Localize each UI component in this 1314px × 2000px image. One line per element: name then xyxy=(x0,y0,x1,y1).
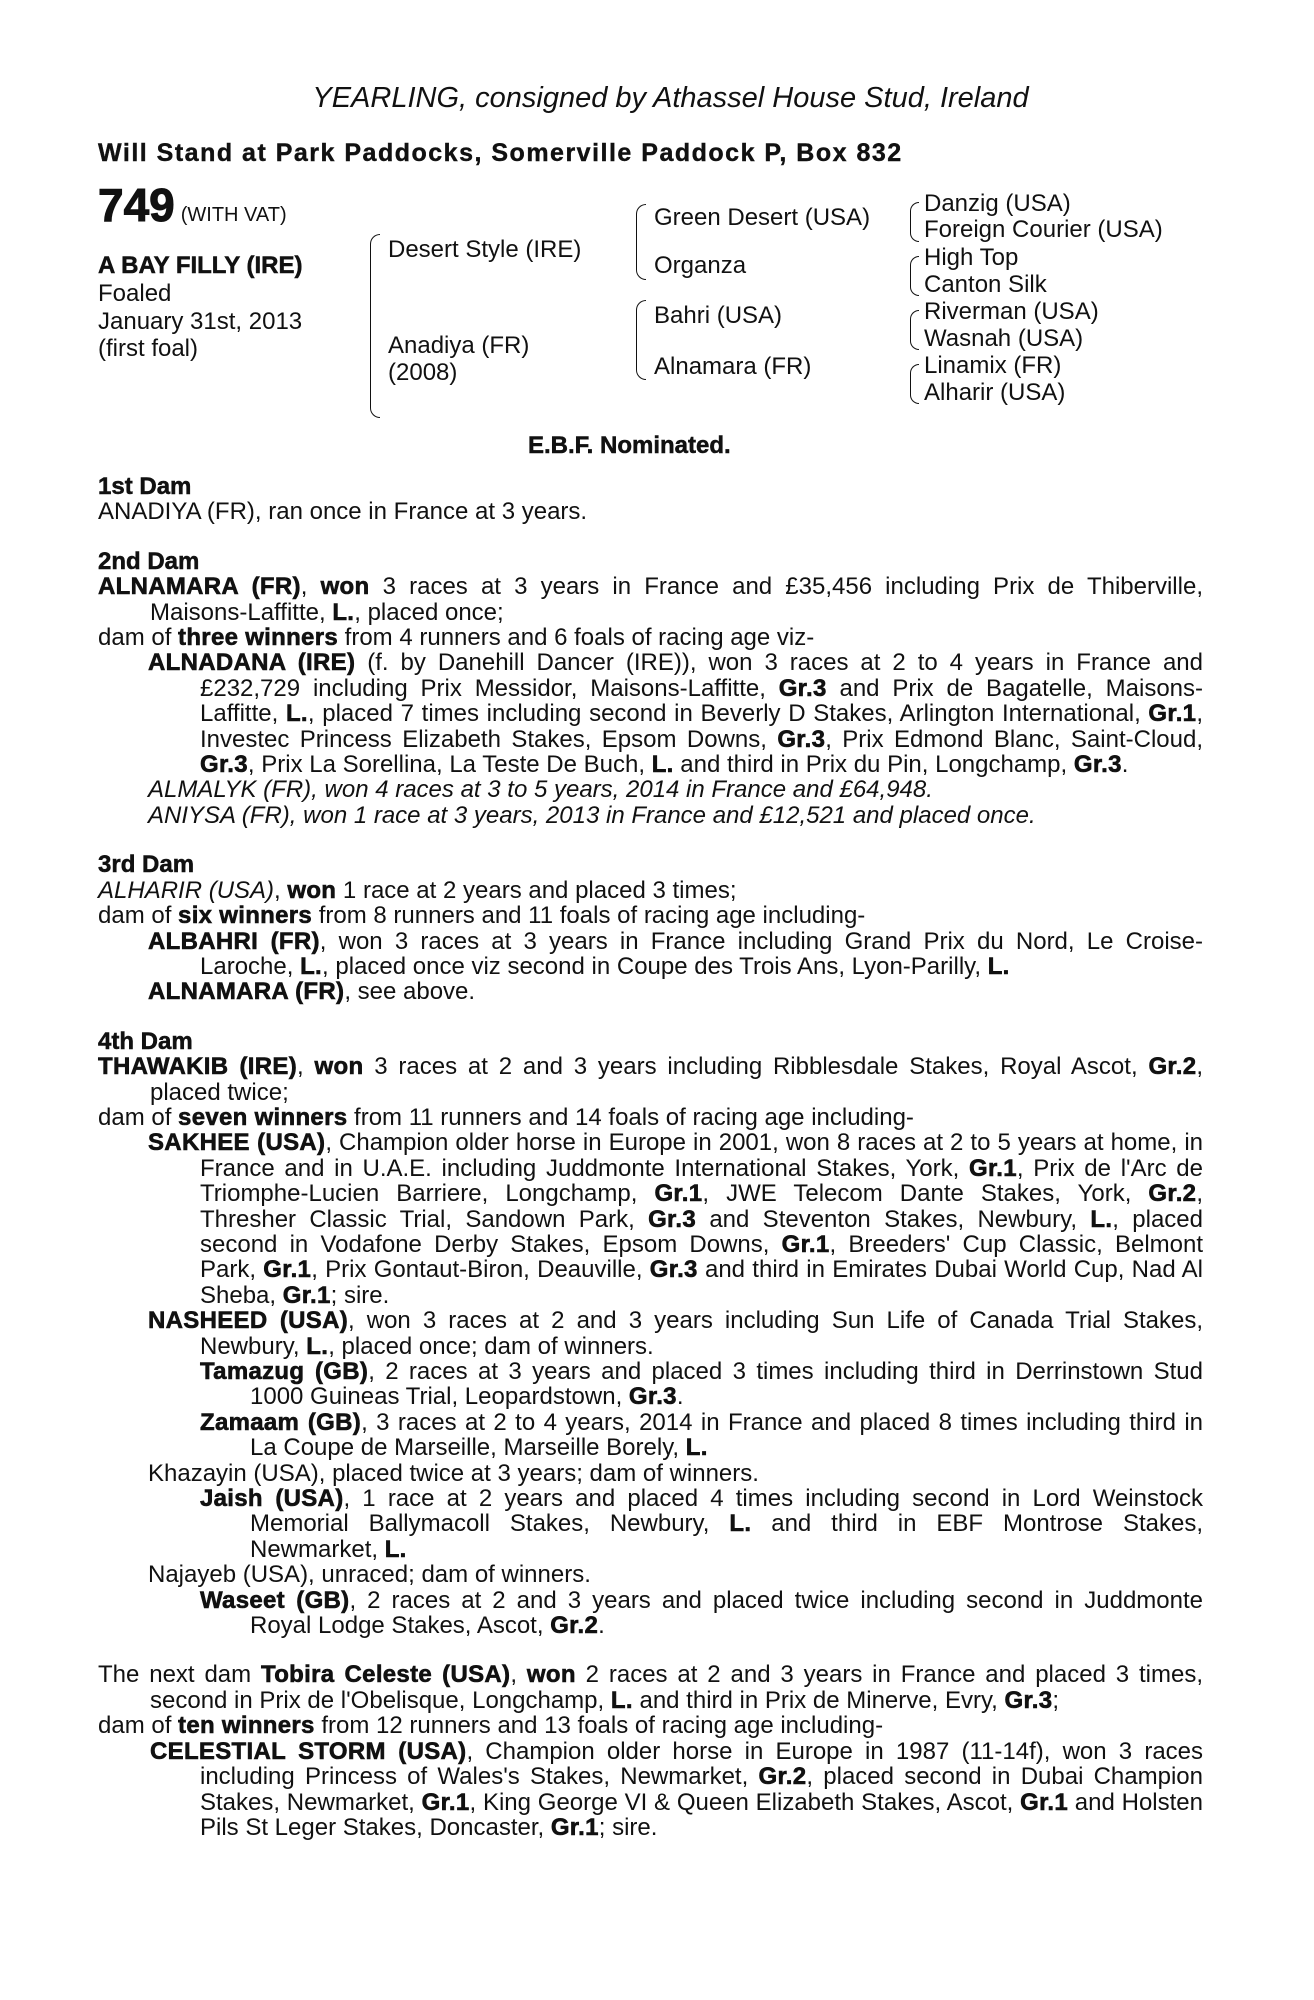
produce-text: , won 4 races at 3 to 5 years, 2014 in France and £64,948. xyxy=(311,776,933,804)
produce-text: , placed second in Vodafone Derby Stakes, Epsom Downs, xyxy=(200,1205,1204,1258)
dam-of-label: dam of xyxy=(98,1103,179,1131)
produce-name: NASHEED (USA) xyxy=(148,1307,348,1335)
grade-label: Gr.1 xyxy=(263,1256,312,1284)
vat-note: (WITH VAT) xyxy=(180,204,287,226)
brace-gen1 xyxy=(370,234,380,418)
pedigree-block xyxy=(98,179,1203,462)
produce-jaish xyxy=(98,1486,1203,1562)
second-dam-name: ALNAMARA (FR) xyxy=(98,573,301,601)
first-dam-title: 1st Dam xyxy=(98,473,192,500)
listed-label: L. xyxy=(729,1510,752,1538)
produce-albahri xyxy=(98,929,1203,980)
separator: , xyxy=(274,876,288,904)
produce-name: ALMALYK (FR) xyxy=(148,776,312,804)
second-dam-text1: 3 races at 3 years in France and £35,456 including Prix de Thiberville, Maisons-Laffitte, xyxy=(150,573,1203,626)
produce-najayeb: Najayeb (USA), unraced; dam of winners. xyxy=(148,1561,591,1589)
listed-label: L. xyxy=(610,1686,633,1714)
produce-celestial-storm xyxy=(98,1739,1203,1841)
brace-dam xyxy=(636,300,646,380)
produce-text: . xyxy=(676,1383,684,1411)
winners-count: ten winners xyxy=(178,1712,315,1740)
produce-text: and Holsten Pils St Leger Stakes, Doncaster, xyxy=(200,1788,1203,1841)
fourth-dam-produce-summary xyxy=(98,1105,1203,1130)
listed-label: L. xyxy=(384,1535,407,1563)
produce-text: , placed once; dam of winners. xyxy=(328,1332,654,1360)
first-dam-section xyxy=(98,474,1203,525)
dam-name: Anadiya (FR) xyxy=(388,332,530,359)
grade-label: Gr.3 xyxy=(777,725,826,753)
produce-text: , won 3 races at 2 and 3 years including Sun Life of Canada Trial Stakes, Newbury, xyxy=(200,1307,1203,1360)
produce-name: ALNADANA (IRE) xyxy=(148,649,356,677)
catalogue-page xyxy=(98,82,1203,1840)
produce-text: and third in Emirates Dubai World Cup, Nad Al Sheba, xyxy=(200,1256,1204,1309)
produce-text: , Breeders' Cup Classic, Belmont Park, xyxy=(200,1230,1204,1284)
produce-nasheed xyxy=(98,1308,1203,1359)
listed-label: L. xyxy=(987,952,1010,980)
grade-label: Gr.1 xyxy=(550,1813,599,1841)
gg-3: High Top xyxy=(924,244,1019,271)
produce-text: , placed once viz second in Coupe des Trois Ans, Lyon-Parilly, xyxy=(322,952,988,980)
dam-sire: Bahri (USA) xyxy=(654,302,783,329)
second-dam-text2: , placed once; xyxy=(354,598,504,626)
listed-label: L. xyxy=(332,598,355,626)
stand-location: Will Stand at Park Paddocks, Somerville Paddock P, Box 832 xyxy=(98,139,903,167)
dam-year: (2008) xyxy=(388,359,458,386)
winners-count: six winners xyxy=(178,902,313,930)
produce-text: , Prix La Sorellina, La Teste De Buch, xyxy=(247,751,652,779)
grade-label: Gr.2 xyxy=(758,1763,807,1791)
gg-8: Alharir (USA) xyxy=(924,379,1066,406)
dam-of-label: dam of xyxy=(98,624,179,652)
listed-label: L. xyxy=(685,1434,708,1462)
dam-dam: Alnamara (FR) xyxy=(654,353,812,380)
produce-name: Waseet (GB) xyxy=(200,1586,350,1614)
gg-7: Linamix (FR) xyxy=(924,352,1062,379)
grade-label: Gr.1 xyxy=(1020,1788,1069,1816)
grade-label: Gr.3 xyxy=(1004,1686,1053,1714)
won-label: won xyxy=(526,1661,576,1689)
next-dam-text1: 2 races at 2 and 3 years in France and placed 3 times, second in Prix de l'Obelisque, Longchamp, xyxy=(150,1661,1204,1714)
produce-almalyk xyxy=(98,777,1203,802)
lot-name: A BAY FILLY (IRE) xyxy=(98,252,303,279)
produce-text: , 1 race at 2 years and placed 4 times including second in Lord Weinstock Memorial Ballymacoll Stakes, Newbury, xyxy=(250,1485,1203,1538)
produce-text: , placed second in Dubai Champion Stakes, Newmarket, xyxy=(200,1763,1203,1816)
produce-aniysa xyxy=(98,803,1203,828)
second-dam-section xyxy=(98,549,1203,828)
brace-g3-3 xyxy=(910,310,919,350)
third-dam-record xyxy=(98,878,1203,903)
produce-text: , won 1 race at 3 years, 2013 in France and £12,521 and placed once. xyxy=(289,801,1036,829)
produce-text: , 2 races at 3 years and placed 3 times including third in Derrinstown Stud 1000 Guineas Trial, Leopardstown, xyxy=(250,1358,1203,1411)
second-dam-produce-summary xyxy=(98,625,1203,650)
grade-label: Gr.3 xyxy=(200,751,248,779)
second-dam-title: 2nd Dam xyxy=(98,547,200,575)
first-foal-note: (first foal) xyxy=(98,335,199,362)
next-dam-text2: and third in Prix de Minerve, Evry, xyxy=(632,1686,1005,1714)
produce-text: , JWE Telecom Dante Stakes, York, xyxy=(702,1180,1149,1208)
fourth-dam-name: THAWAKIB (IRE) xyxy=(98,1053,298,1081)
grade-label: Gr.1 xyxy=(1148,700,1197,728)
produce-text: and Steventon Stakes, Newbury, xyxy=(696,1205,1091,1233)
foaled-label: Foaled xyxy=(98,280,172,307)
produce-name: ANIYSA (FR) xyxy=(148,801,290,829)
gg-2: Foreign Courier (USA) xyxy=(924,216,1163,243)
winners-count: three winners xyxy=(178,624,338,652)
brace-g3-2 xyxy=(910,256,919,296)
produce-text: . xyxy=(1121,751,1129,779)
grade-label: Gr.3 xyxy=(648,1205,696,1233)
fourth-dam-text2: , placed twice; xyxy=(150,1053,1204,1106)
dam-of-rest: from 11 runners and 14 foals of racing age including- xyxy=(347,1103,914,1131)
next-dam-text3: ; xyxy=(1052,1686,1060,1714)
produce-text: , Champion older horse in Europe in 1987 (11-14f), won 3 races including Princess of Wales's Stakes, Newmarket, xyxy=(200,1737,1204,1791)
produce-sakhee xyxy=(98,1130,1203,1308)
produce-name: ALBAHRI (FR) xyxy=(148,927,320,955)
produce-text: , King George VI & Queen Elizabeth Stakes, Ascot, xyxy=(469,1788,1021,1816)
grade-label: Gr.1 xyxy=(282,1281,331,1309)
dam-of-rest: from 4 runners and 6 foals of racing age viz- xyxy=(338,624,815,652)
produce-text: (f. by Danehill Dancer (IRE)), won 3 races at 2 to 4 years in France and £232,729 including Prix Messidor, Maisons-Laffitte, xyxy=(200,649,1203,702)
produce-tamazug xyxy=(98,1359,1203,1410)
listed-label: L. xyxy=(651,751,674,779)
grade-label: Gr.2 xyxy=(550,1612,599,1640)
lot-number: 749 xyxy=(98,179,175,231)
listed-label: L. xyxy=(306,1332,329,1360)
consignment-line: YEARLING, consigned by Athassel House Stud, Ireland xyxy=(312,82,1029,114)
produce-name: Tamazug (GB) xyxy=(200,1358,369,1385)
produce-alnadana xyxy=(98,650,1203,777)
next-dam-intro: The next dam xyxy=(98,1661,262,1689)
produce-text: . xyxy=(598,1612,605,1640)
next-dam-section xyxy=(98,1662,1203,1840)
dam-of-label: dam of xyxy=(98,902,179,930)
grade-label: Gr.3 xyxy=(628,1383,677,1411)
produce-text: , won 3 races at 3 years in France including Grand Prix du Nord, Le Croise-Laroche, xyxy=(200,927,1203,980)
produce-waseet xyxy=(98,1588,1203,1639)
produce-text: , Investec Princess Elizabeth Stakes, Epsom Downs, xyxy=(200,700,1203,753)
grade-label: Gr.2 xyxy=(1148,1180,1197,1208)
dam-of-rest: from 8 runners and 11 foals of racing age including- xyxy=(312,902,866,930)
produce-text: ; sire. xyxy=(598,1813,658,1841)
produce-name: Zamaam (GB) xyxy=(200,1408,362,1436)
third-dam-title: 3rd Dam xyxy=(98,851,195,879)
gg-6: Wasnah (USA) xyxy=(924,325,1084,352)
dam-of-label: dam of xyxy=(98,1712,179,1740)
gg-1: Danzig (USA) xyxy=(924,190,1071,217)
foaled-date: January 31st, 2013 xyxy=(98,308,303,335)
grade-label: Gr.3 xyxy=(1073,751,1122,779)
produce-text: , see above. xyxy=(344,978,476,1006)
produce-alnamara xyxy=(98,979,1203,1004)
grade-label: Gr.2 xyxy=(1148,1053,1197,1081)
produce-text: , Prix Gontaut-Biron, Deauville, xyxy=(311,1256,650,1284)
produce-text: , placed 7 times including second in Beverly D Stakes, Arlington International, xyxy=(307,700,1149,728)
fourth-dam-section xyxy=(98,1029,1203,1639)
fourth-dam-text1: 3 races at 2 and 3 years including Ribblesdale Stakes, Royal Ascot, xyxy=(363,1053,1149,1081)
next-dam-produce-summary xyxy=(98,1713,1203,1738)
third-dam-name: ALHARIR (USA) xyxy=(98,876,275,904)
brace-g3-1 xyxy=(910,202,919,242)
dam-of-rest: from 12 runners and 13 foals of racing age including- xyxy=(314,1712,884,1740)
listed-label: L. xyxy=(300,952,323,980)
winners-count: seven winners xyxy=(178,1103,348,1131)
produce-zamaam xyxy=(98,1410,1203,1461)
produce-text: , 3 races at 2 to 4 years, 2014 in France and placed 8 times including third in La Coupe de Marseille, Marseille Borely, xyxy=(250,1408,1203,1462)
produce-text: and third in EBF Montrose Stakes, Newmarket, xyxy=(250,1510,1203,1563)
second-dam-record: ALNAMARA (FR), won 3 races at 3 years in France and £35,456 including Prix de Thiberville, Maisons-Laffitte, L., placed once; xyxy=(98,573,1203,626)
brace-g3-4 xyxy=(910,364,919,404)
won-label: won xyxy=(320,573,370,601)
produce-text: , Prix de l'Arc de Triomphe-Lucien Barriere, Longchamp, xyxy=(200,1154,1203,1208)
produce-text: ; sire. xyxy=(330,1281,390,1309)
grade-label: Gr.1 xyxy=(969,1154,1017,1182)
won-label: won xyxy=(314,1053,364,1081)
sire-sire: Green Desert (USA) xyxy=(654,204,871,231)
listed-label: L. xyxy=(285,700,308,728)
next-dam-record xyxy=(98,1662,1203,1713)
sire-name: Desert Style (IRE) xyxy=(388,236,582,263)
grade-label: Gr.1 xyxy=(421,1788,470,1816)
third-dam-text1: 1 race at 2 years and placed 3 times; xyxy=(336,876,737,904)
listed-label: L. xyxy=(1090,1205,1113,1233)
first-dam-text: ANADIYA (FR), ran once in France at 3 years. xyxy=(98,498,588,526)
grade-label: Gr.1 xyxy=(781,1230,830,1258)
third-dam-produce-summary xyxy=(98,903,1203,928)
produce-name: CELESTIAL STORM (USA) xyxy=(150,1737,467,1765)
produce-text: , Prix Edmond Blanc, Saint-Cloud, xyxy=(825,725,1203,753)
grade-label: Gr.1 xyxy=(654,1180,703,1208)
ebf-nominated: E.B.F. Nominated. xyxy=(528,432,731,459)
produce-text: , Champion older horse in Europe in 2001, won 8 races at 2 to 5 years at home, in France and in U.A.E. including Juddmonte International Stakes, York, xyxy=(200,1129,1203,1182)
lot-number-line xyxy=(98,179,287,231)
fourth-dam-title: 4th Dam xyxy=(98,1027,193,1055)
produce-text: and third in Prix du Pin, Longchamp, xyxy=(673,751,1074,779)
grade-label: Gr.3 xyxy=(778,674,827,702)
produce-khazayin: Khazayin (USA), placed twice at 3 years; dam of winners. xyxy=(148,1459,759,1487)
gg-5: Riverman (USA) xyxy=(924,298,1099,325)
next-dam-name: Tobira Celeste (USA) xyxy=(261,1661,511,1689)
produce-name: ALNAMARA (FR) xyxy=(148,978,345,1006)
won-label: won xyxy=(287,876,337,904)
separator: , xyxy=(510,1661,527,1689)
produce-name: SAKHEE (USA) xyxy=(148,1129,326,1157)
produce-text: and Prix de Bagatelle, Maisons-Laffitte, xyxy=(200,674,1203,728)
brace-sire xyxy=(636,204,646,280)
sire-dam: Organza xyxy=(654,252,747,279)
grade-label: Gr.3 xyxy=(649,1256,698,1284)
produce-name: Jaish (USA) xyxy=(200,1485,344,1513)
third-dam-section xyxy=(98,852,1203,1004)
produce-text: , 2 races at 2 and 3 years and placed twice including second in Juddmonte Royal Lodge Stakes, Ascot, xyxy=(250,1586,1203,1640)
gg-4: Canton Silk xyxy=(924,271,1047,298)
fourth-dam-record: THAWAKIB (IRE), won 3 races at 2 and 3 years including Ribblesdale Stakes, Royal Ascot, Gr.2, placed twice; xyxy=(98,1053,1204,1106)
produce-text: , Thresher Classic Trial, Sandown Park, xyxy=(200,1180,1203,1233)
